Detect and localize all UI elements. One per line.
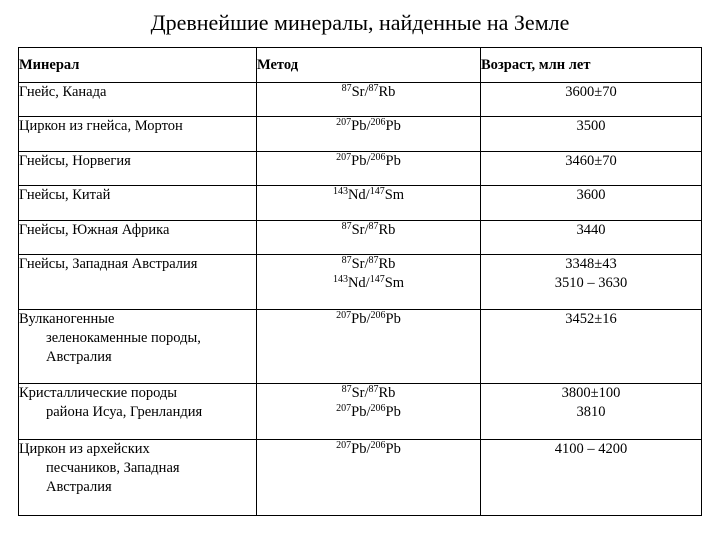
isotope-mass: 207 — [336, 117, 352, 129]
isotope-element: Rb — [378, 256, 396, 273]
age-cell — [481, 117, 702, 151]
age-cell — [481, 384, 702, 439]
age-value: 3460±70 — [565, 152, 617, 169]
table-row — [19, 186, 702, 220]
isotope-element: Pb/ — [351, 311, 371, 328]
mineral-cell — [19, 220, 257, 254]
method-cell — [257, 83, 481, 117]
isotope-mass: 87 — [368, 255, 379, 267]
isotope-element: Pb — [385, 404, 401, 421]
isotope-method — [257, 221, 480, 240]
isotope-method — [257, 83, 480, 102]
mineral-name-line: Гнейс, Канада — [19, 84, 107, 100]
isotope-mass: 87 — [368, 220, 379, 232]
age-cell — [481, 186, 702, 220]
isotope-element: Pb — [385, 440, 401, 457]
isotope-element: Rb — [378, 385, 396, 402]
mineral-name-line: Гнейсы, Южная Африка — [19, 221, 170, 238]
age-value: 3440 — [576, 221, 606, 238]
age-value: 3348±43 — [565, 256, 617, 273]
table-row — [19, 83, 702, 117]
isotope-mass: 206 — [370, 117, 386, 129]
age-value: 3810 — [576, 404, 606, 421]
isotope-element: Sm — [384, 187, 405, 204]
method-cell — [257, 117, 481, 151]
isotope-element: Nd/ — [347, 275, 370, 292]
isotope-method — [257, 403, 480, 422]
isotope-mass: 207 — [336, 439, 352, 451]
mineral-cell — [19, 83, 257, 117]
method-cell — [257, 151, 481, 185]
mineral-cell — [19, 255, 257, 310]
age-value: 3600 — [576, 187, 606, 204]
mineral-name-line: Вулканогенные — [19, 311, 115, 328]
mineral-cell — [19, 439, 257, 515]
method-cell — [257, 186, 481, 220]
isotope-element: Pb/ — [351, 404, 371, 421]
age-value: 3452±16 — [565, 311, 617, 328]
isotope-method — [257, 440, 480, 459]
isotope-mass: 206 — [370, 439, 386, 451]
isotope-mass: 206 — [370, 403, 386, 415]
age-cell — [481, 255, 702, 310]
table-row — [19, 220, 702, 254]
isotope-mass: 87 — [341, 255, 352, 267]
table-row — [19, 384, 702, 439]
mineral-name-line: Гнейсы, Норвегия — [19, 152, 131, 169]
isotope-element: Sm — [384, 275, 405, 292]
table-row — [19, 117, 702, 151]
isotope-method — [257, 186, 480, 205]
age-cell — [481, 310, 702, 384]
table-row — [19, 310, 702, 384]
age-value: 3500 — [576, 118, 606, 135]
age-cell — [481, 439, 702, 515]
isotope-method — [257, 384, 480, 403]
mineral-name-line: Циркон из гнейса, Мортон — [19, 118, 183, 135]
age-value: 3600±70 — [565, 84, 617, 100]
header-mineral: Минерал — [19, 48, 257, 83]
isotope-element: Pb/ — [351, 440, 371, 457]
mineral-cell — [19, 117, 257, 151]
age-value: 3800±100 — [561, 385, 621, 402]
table-header-row — [19, 48, 702, 83]
isotope-mass: 87 — [368, 83, 379, 94]
mineral-cell — [19, 310, 257, 384]
mineral-name-line: зеленокаменные породы, — [46, 330, 201, 347]
age-cell — [481, 220, 702, 254]
table-row — [19, 439, 702, 515]
isotope-mass: 87 — [368, 384, 379, 396]
isotope-mass: 206 — [370, 151, 386, 163]
mineral-name-line: района Исуа, Гренландия — [46, 404, 203, 421]
isotope-element: Sr/ — [351, 256, 369, 273]
isotope-element: Sr/ — [351, 385, 369, 402]
isotope-mass: 207 — [336, 310, 352, 322]
isotope-method — [257, 152, 480, 171]
minerals-table — [18, 47, 702, 516]
isotope-mass: 147 — [369, 186, 385, 198]
mineral-cell — [19, 151, 257, 185]
mineral-cell — [19, 384, 257, 439]
isotope-mass: 87 — [341, 384, 352, 396]
method-cell — [257, 255, 481, 310]
isotope-mass: 143 — [332, 186, 348, 198]
isotope-element: Sr/ — [351, 221, 369, 238]
mineral-name-line: песчаников, Западная — [46, 459, 180, 476]
isotope-element: Nd/ — [347, 187, 370, 204]
mineral-name-line: Австралия — [46, 349, 112, 366]
isotope-method — [257, 117, 480, 136]
isotope-mass: 207 — [336, 403, 352, 415]
isotope-method — [257, 274, 480, 293]
mineral-name-line: Циркон из архейских — [19, 440, 150, 457]
isotope-mass: 206 — [370, 310, 386, 322]
isotope-element: Pb — [385, 118, 401, 135]
mineral-name-line: Австралия — [46, 478, 112, 495]
method-cell — [257, 439, 481, 515]
isotope-element: Pb/ — [351, 152, 371, 169]
header-method: Метод — [257, 48, 481, 83]
isotope-mass: 207 — [336, 151, 352, 163]
age-value: 3510 – 3630 — [554, 275, 628, 292]
age-cell — [481, 151, 702, 185]
table-row — [19, 151, 702, 185]
isotope-mass: 143 — [332, 274, 348, 286]
table-body — [19, 83, 702, 516]
method-cell — [257, 220, 481, 254]
table-row — [19, 255, 702, 310]
method-cell — [257, 310, 481, 384]
isotope-method — [257, 310, 480, 329]
mineral-name-line: Гнейсы, Китай — [19, 187, 111, 204]
isotope-mass: 87 — [341, 83, 352, 94]
mineral-cell — [19, 186, 257, 220]
mineral-name-line: Гнейсы, Западная Австралия — [19, 256, 198, 273]
isotope-mass: 87 — [341, 220, 352, 232]
isotope-method — [257, 255, 480, 274]
isotope-element: Sr/ — [351, 84, 369, 100]
mineral-name-line: Кристаллические породы — [19, 385, 178, 402]
isotope-element: Pb — [385, 152, 401, 169]
header-age: Возраст, млн лет — [481, 48, 702, 83]
isotope-element: Rb — [378, 84, 396, 100]
method-cell — [257, 384, 481, 439]
isotope-element: Pb — [385, 311, 401, 328]
age-cell — [481, 83, 702, 117]
isotope-element: Pb/ — [351, 118, 371, 135]
age-value: 4100 – 4200 — [554, 440, 628, 457]
page-title: Древнейшие минералы, найденные на Земле — [150, 10, 570, 35]
isotope-element: Rb — [378, 221, 396, 238]
isotope-mass: 147 — [369, 274, 385, 286]
